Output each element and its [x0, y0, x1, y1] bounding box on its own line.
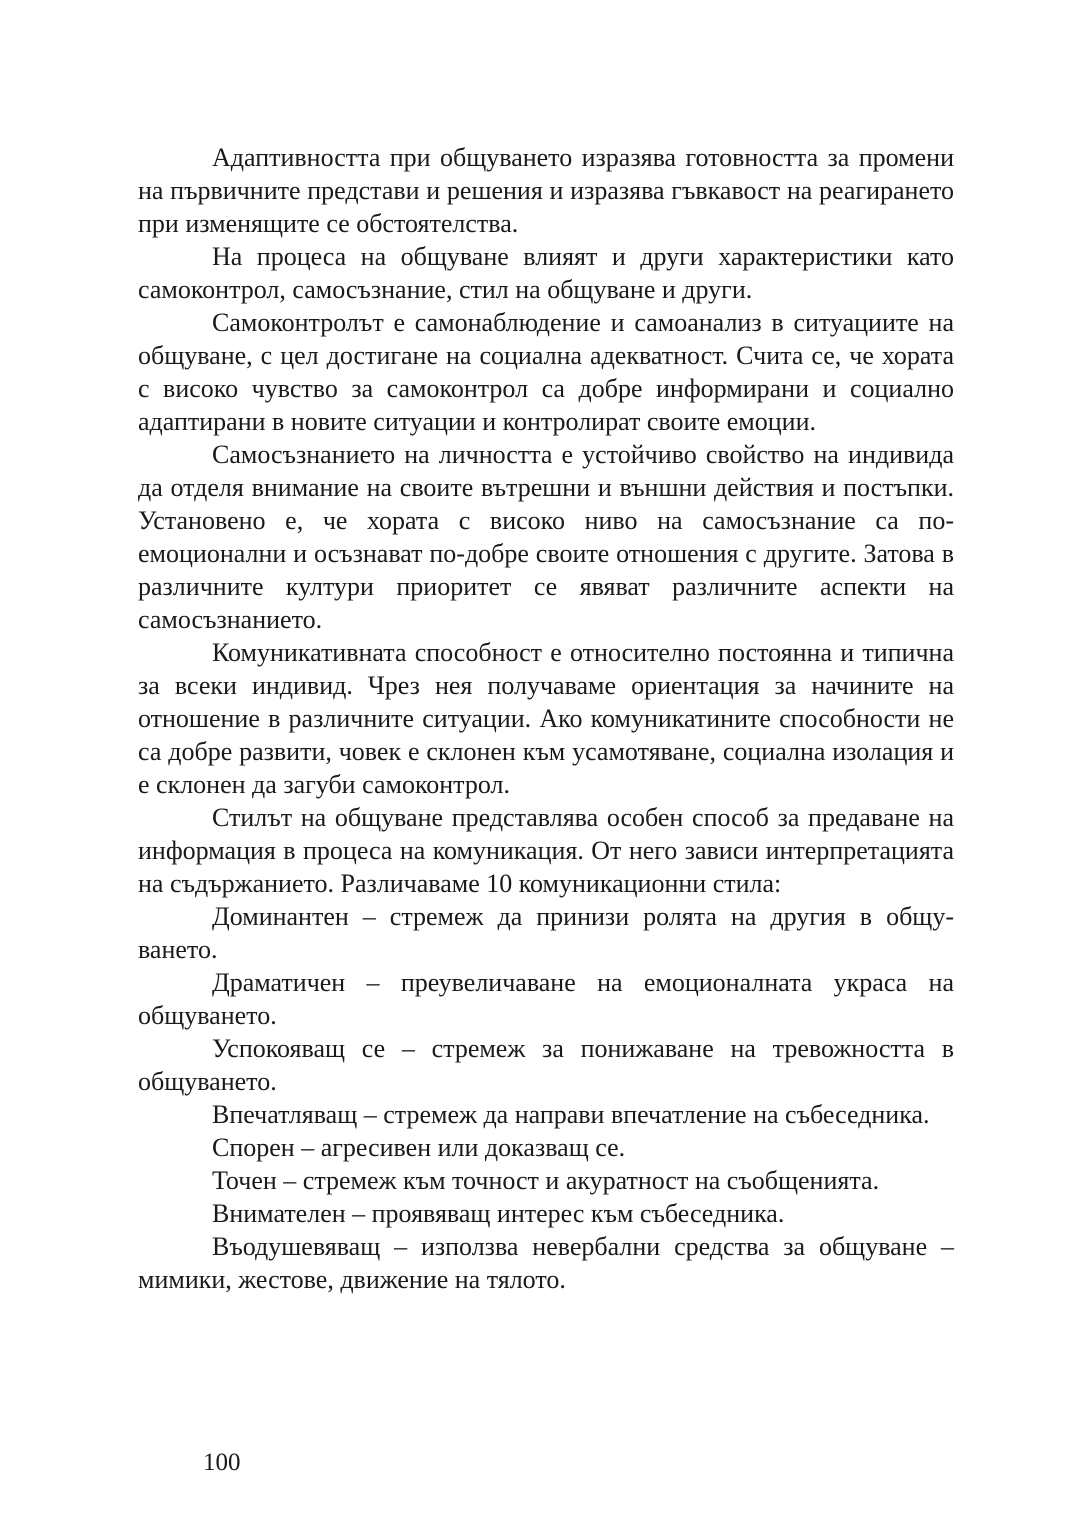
style-item-precise: Точен – стремеж към точност и акуратност на съобщенията. [212, 1166, 880, 1195]
style-item-impressive: Впечатляващ – стремеж да направи впечатление на събеседника. [212, 1100, 930, 1129]
style-item-calming: Успокояващ се – стремеж за понижаване на тревожността в общуването. [138, 1034, 954, 1096]
style-item-argumentative: Спорен – агресивен или доказващ се. [212, 1133, 626, 1162]
style-item-animated: Въодушевяващ – използва невербални средства за общуване – мимики, жестове, движение на тялото. [138, 1232, 954, 1294]
paragraph-communicative-ability: Комуникативната способност е относително постоянна и типична за всеки индивид. Чрез нея получаваме ориентация за начините на отношение в различните ситуации. Ако комуникатините способности не са добре развити, човек е склонен към усамотяване, социална изолация и е склонен да загуби самоконтрол. [138, 638, 954, 799]
paragraph-adaptivity: Адаптивността при общуването изразява готовността за промени на първичните представи и решения и изразява гъвкавост на реагирането при изменящите се обстоятелства. [138, 143, 954, 238]
paragraph-communication-style: Стилът на общуване представлява особен способ за предаване на информация в процеса на комуникация. От него зависи интерпретацията на съдържанието. Различаваме 10 комуникационни стила: [138, 803, 954, 898]
paragraph-self-control: Самоконтролът е самонаблюдение и самоанализ в ситуациите на общуване, с цел достигане на социална адекватност. Счита се, че хората с високо чувство за самоконтрол са добре информирани и социално адаптирани в новите ситуации и контролират своите емоции. [138, 308, 954, 436]
style-item-dominant: Доминантен – стремеж да принизи ролята на другия в общуването. [138, 902, 954, 964]
paragraph-self-awareness: Самосъзнанието на личността е устойчиво свойство на индивида да отделя внимание на своите вътрешни и външни действия и постъпки. Установено е, че хората с високо ниво на самосъзнание са по-емоционални и осъзнават по-добре своите отношения с другите. Затова в различните култури приоритет се явяват различните аспекти на самосъзнанието. [138, 440, 954, 634]
page-body [138, 141, 954, 1296]
paragraph-characteristics: На процеса на общуване влияят и други характеристики като самоконтрол, самосъзнание, стил на общуване и други. [138, 242, 954, 304]
page-number: 100 [203, 1449, 241, 1476]
style-item-dramatic: Драматичен – преувеличаване на емоционалната украса на общуването. [138, 968, 954, 1030]
style-item-attentive: Внимателен – проявяващ интерес към събеседника. [212, 1199, 785, 1228]
